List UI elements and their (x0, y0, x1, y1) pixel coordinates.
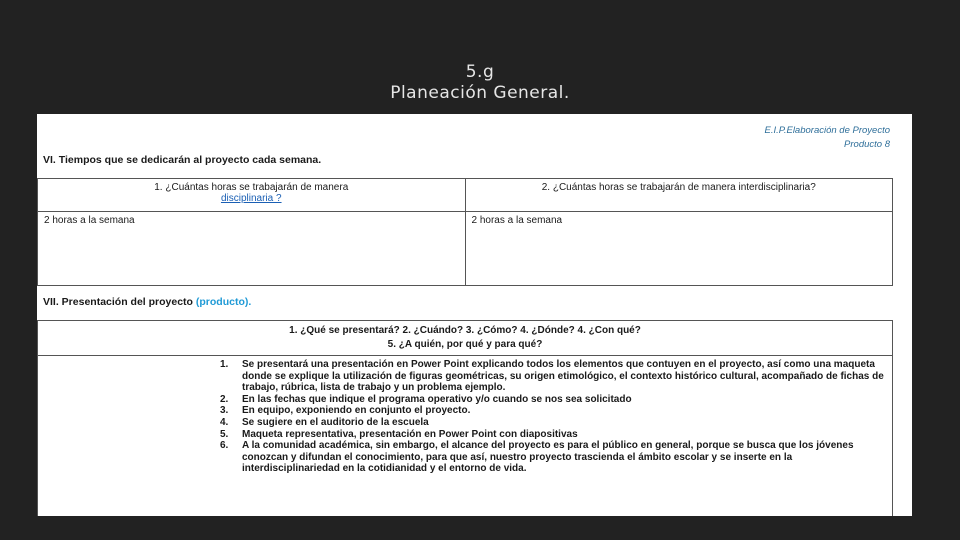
answer-item (220, 429, 886, 441)
answer-item (220, 394, 886, 406)
answer-number: 1. (220, 359, 229, 370)
presentation-questions (38, 321, 893, 356)
document-header-project: E.I.P.Elaboración de Proyecto (764, 125, 890, 136)
document-image (37, 114, 912, 516)
answer-item (220, 417, 886, 429)
answer-number: 5. (220, 428, 229, 440)
answer-text: Se sugiere en el auditorio de la escuela (242, 416, 429, 428)
section7-heading-accent: (producto). (195, 296, 252, 308)
answer-item (220, 440, 886, 475)
answer-item (220, 405, 886, 417)
answer-text: En las fechas que indique el programa operativo y/o cuando se nos sea solicitado (242, 393, 632, 405)
slide-title (0, 62, 960, 104)
hours-question-1-text: 1. ¿Cuántas horas se trabajarán de manera (154, 182, 349, 193)
answer-number: 6. (220, 440, 229, 452)
slide-title-text: Planeación General. (390, 83, 570, 103)
hours-question-1 (38, 179, 466, 212)
hours-question-1-link: disciplinaria ? (220, 193, 282, 204)
answer-text: En equipo, exponiendo en conjunto el proyecto. (242, 405, 471, 417)
section7-heading-main: VII. Presentación del proyecto (43, 296, 193, 308)
presentation-questions-line2: 5. ¿A quién, por qué y para qué? (387, 339, 543, 350)
hours-answer-1: 2 horas a la semana (38, 212, 466, 286)
slide-title-number: 5.g (465, 62, 495, 82)
presentation-questions-line1: 1. ¿Qué se presentará? 2. ¿Cuándo? 3. ¿Cómo? 4. ¿Dónde? 4. ¿Con qué? (289, 325, 641, 336)
section6-heading: VI. Tiempos que se dedicarán al proyecto cada semana. (43, 154, 322, 166)
document-header-product: Producto 8 (844, 139, 890, 150)
answer-number: 3. (220, 405, 229, 417)
answer-text: Maqueta representativa, presentación en Power Point con diapositivas (242, 428, 578, 440)
hours-question-2: 2. ¿Cuántas horas se trabajarán de manera interdisciplinaria? (465, 179, 893, 212)
document-header (764, 124, 890, 152)
presentation-table (37, 320, 893, 516)
answer-text: A la comunidad académica, sin embargo, el alcance del proyecto es para el público en general, porque se busca que los jóvenes conozcan y difundan el conocimiento, para que así, nuestro proyecto trascienda el ámbito escolar y se inserte en la interdisciplinariedad en la cotidianidad y el entorno de vida. (242, 440, 854, 475)
section7-heading (43, 296, 251, 308)
answer-number: 4. (220, 416, 229, 428)
answer-number: 2. (220, 393, 229, 405)
hours-table (37, 178, 893, 286)
answer-item (220, 359, 886, 394)
answer-text: Se presentará una presentación en Power Point explicando todos los elementos que contuyen en el proyecto, así como una maqueta donde se explique la utilización de figuras geométricas, su origen etimológico, el contexto histórico cultural, acompañado de fichas de trabajo, rúbrica, lista de trabajo y un problema ejemplo. (242, 359, 884, 394)
hours-answer-2: 2 horas a la semana (465, 212, 893, 286)
presentation-answers-list (44, 359, 886, 475)
presentation-answers-cell (38, 356, 893, 517)
